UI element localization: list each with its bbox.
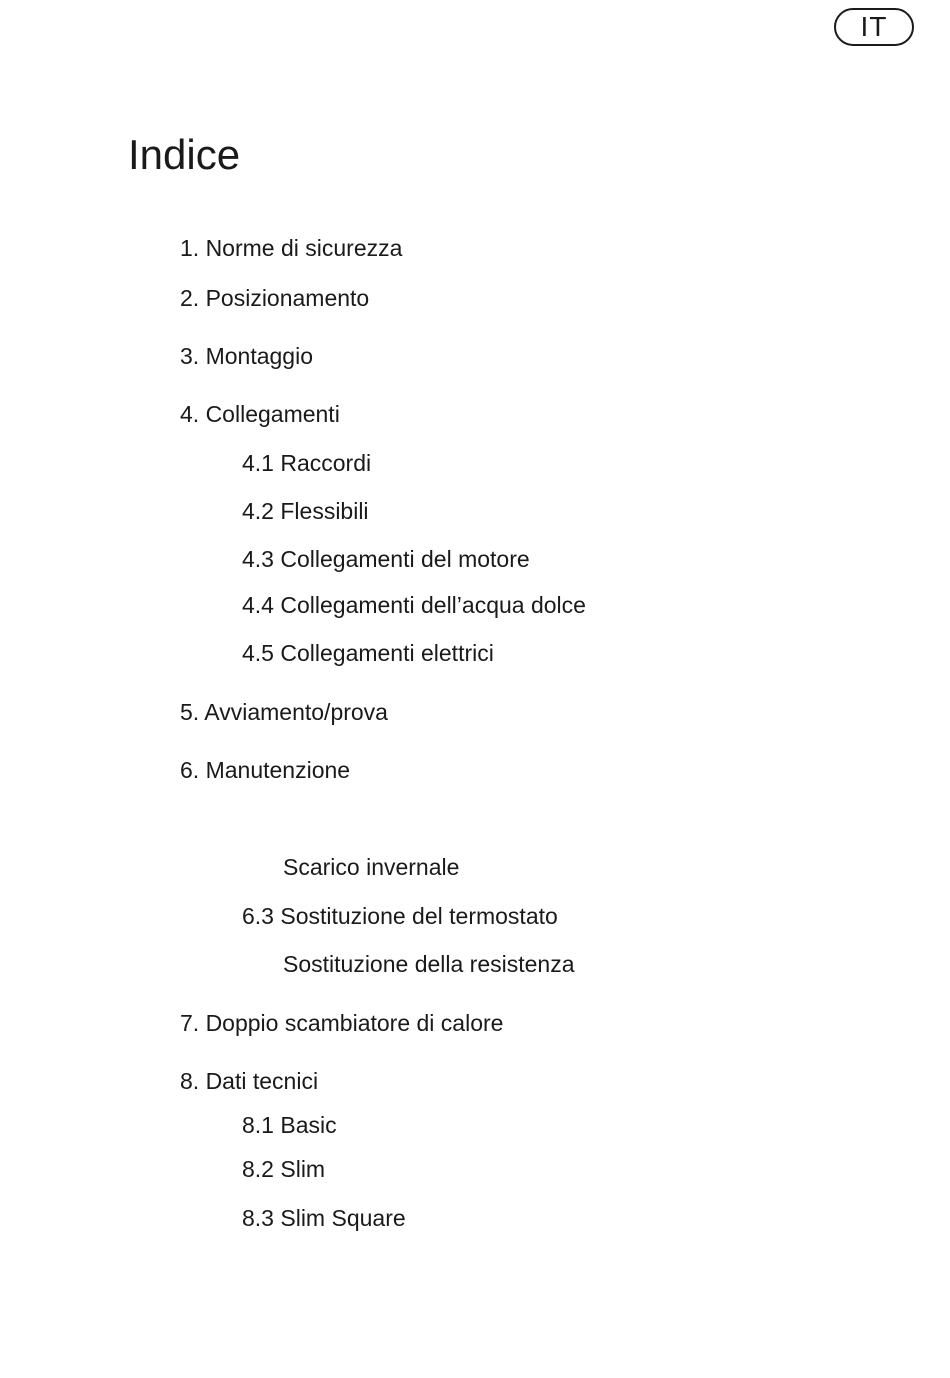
toc-entry-6-a: Scarico invernale	[283, 854, 460, 880]
page-title: Indice	[128, 131, 241, 178]
toc-entry-2: 2. Posizionamento	[180, 285, 370, 311]
toc-entry-3: 3. Montaggio	[180, 343, 313, 369]
language-badge-label: IT	[860, 11, 888, 42]
toc-entry-6: 6. Manutenzione	[180, 757, 351, 783]
toc-entry-8: 8. Dati tecnici	[180, 1068, 319, 1094]
toc-entry-8-2: 8.2 Slim	[242, 1156, 326, 1182]
toc-entry-4-4: 4.4 Collegamenti dell’acqua dolce	[242, 592, 586, 618]
toc-entry-8-1: 8.1 Basic	[242, 1112, 337, 1138]
toc-entry-1: 1. Norme di sicurezza	[180, 235, 403, 261]
toc-entry-5: 5. Avviamento/prova	[180, 699, 388, 725]
toc-entry-4: 4. Collegamenti	[180, 401, 340, 427]
toc-entry-4-2: 4.2 Flessibili	[242, 498, 369, 524]
toc-entry-7: 7. Doppio scambiatore di calore	[180, 1010, 504, 1036]
toc-entry-4-1: 4.1 Raccordi	[242, 450, 372, 476]
toc-entry-6-3: 6.3 Sostituzione del termostato	[242, 903, 558, 929]
toc-entry-8-3: 8.3 Slim Square	[242, 1205, 406, 1231]
toc-entry-6-b: Sostituzione della resistenza	[283, 951, 575, 977]
language-badge	[834, 8, 914, 46]
toc-entry-4-5: 4.5 Collegamenti elettrici	[242, 640, 494, 666]
toc-entry-4-3: 4.3 Collegamenti del motore	[242, 546, 530, 572]
